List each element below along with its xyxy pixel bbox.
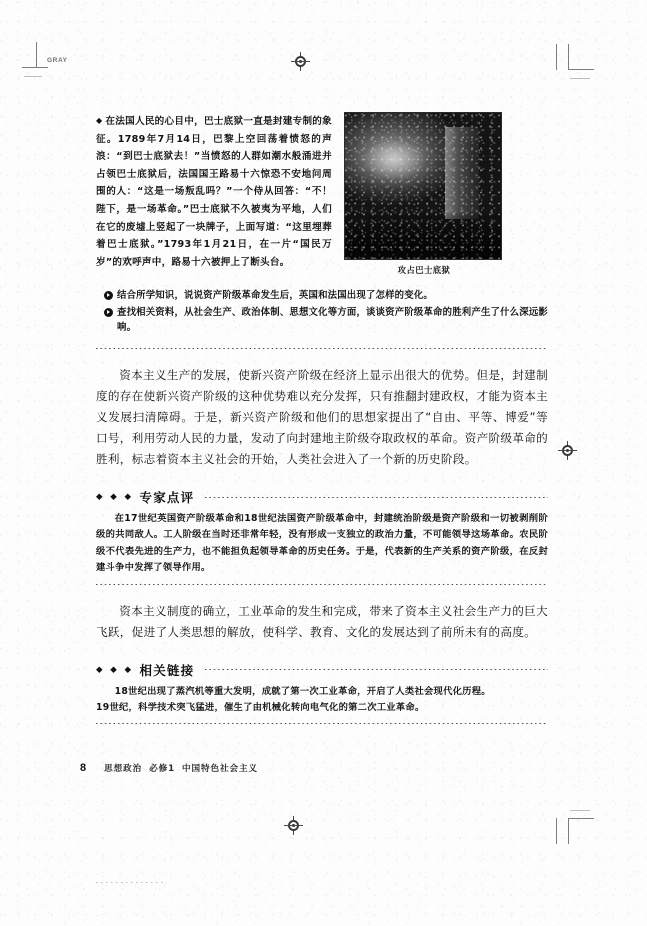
body-paragraph-1: 资本主义生产的发展，使新兴资产阶级在经济上显示出很大的优势。但是，封建制度的存在使新兴资产阶级的这种优势难以充分发挥，只有推翻封建政权，才能为资本主义发展扫清障碍。于是，新兴资产阶级和他们的思想家提出了“自由、平等、博爱”等口号，利用劳动人民的力量，发动了向封建地主阶级夺取政权的革命。资产阶级革命的胜利，标志着资本主义社会的开始，人类社会进入了一个新的历史阶段。 xyxy=(96,368,548,466)
feature-header-rule xyxy=(205,497,548,498)
feature-body xyxy=(96,511,548,577)
story-section xyxy=(96,112,548,276)
question-text: 查找相关资料，从社会生产、政治体制、思想文化等方面，谈谈资产阶级革命的胜利产生了什么深远影响。 xyxy=(117,307,548,333)
registration-mark-top xyxy=(291,52,310,71)
story-paragraph-text: 在法国人民的心目中，巴士底狱一直是封建专制的象征。1789年7月14日，巴黎上空回荡着愤怒的声浪：“到巴士底狱去！”当愤怒的人群如潮水般涌进并占领巴士底狱后，法国国王路易十六惊恐不安地问周围的人：“这是一场叛乱吗？”一个侍从回答：“不！陛下，是一场革命。”巴士底狱不久被夷为平地，人们在它的废墟上竖起了一块牌子，上面写道：“这里埋葬着巴士底狱。”1793年1月21日，在一片“国民万岁”的欢呼声中，路易十六被押上了断头台。 xyxy=(96,116,333,268)
feature-bottom-rule xyxy=(96,584,548,585)
triple-diamond-icon: ◆ ◆ ◆ xyxy=(96,664,134,675)
gray-plate-label: GRAY xyxy=(47,57,68,64)
story-paragraph xyxy=(96,112,332,271)
feature-paragraph: 在17世纪英国资产阶级革命和18世纪法国资产阶级革命中，封建统治阶级是资产阶级和一切被剥削阶级的共同敌人。工人阶级在当时还非常年轻，没有形成一支独立的政治力量，不可能领导这场革命。农民阶级不代表先进的生产力，也不能担负起领导革命的历史任务。于是，代表新的生产关系的资产阶级，在反封建斗争中发挥了领导作用。 xyxy=(96,513,548,574)
feature-header-rule xyxy=(205,669,548,670)
diamond-bullet-icon: ◆ xyxy=(96,116,103,125)
question-text: 结合所学知识，说说资产阶级革命发生后，英国和法国出现了怎样的变化。 xyxy=(117,290,433,301)
feature-bottom-rule xyxy=(96,723,548,724)
section-divider xyxy=(96,348,548,349)
footer-subject: 思想政治 xyxy=(104,764,143,774)
feature-paragraph: 19世纪，科学技术突飞猛进，催生了由机械化转向电气化的第二次工业革命。 xyxy=(96,702,425,714)
question-list xyxy=(96,288,548,335)
question-item xyxy=(104,305,548,335)
triple-diamond-icon: ◆ ◆ ◆ xyxy=(96,492,134,502)
footer-book-line xyxy=(104,762,265,774)
feature-title: 专家点评 xyxy=(139,490,195,505)
footer-book-title: 中国特色社会主义 xyxy=(181,764,258,774)
photo-figure xyxy=(344,112,504,276)
footer-volume: 必修1 xyxy=(149,764,175,774)
feature-header xyxy=(96,661,548,679)
content-column xyxy=(96,112,548,724)
bottom-tick-row xyxy=(96,882,166,883)
play-bullet-icon xyxy=(104,291,113,300)
body-paragraph-2: 资本主义制度的确立，工业革命的发生和完成，带来了资本主义社会生产力的巨大飞跃，促进了人类思想的解放，使科学、教育、文化的发展达到了前所未有的高度。 xyxy=(96,603,548,639)
feature-paragraph: 18世纪出现了蒸汽机等重大发明，成就了第一次工业革命，开启了人类社会现代化历程。 xyxy=(114,685,491,697)
feature-body xyxy=(96,684,548,717)
question-item xyxy=(104,288,548,303)
photo-noise-layer xyxy=(345,113,501,259)
feature-title: 相关链接 xyxy=(139,662,195,678)
storming-of-the-bastille-photo xyxy=(344,112,502,260)
feature-related-links xyxy=(96,661,548,725)
feature-header xyxy=(96,488,548,506)
photo-caption: 攻占巴士底狱 xyxy=(397,265,451,275)
registration-mark-bottom xyxy=(284,816,303,835)
registration-mark-right xyxy=(558,441,577,460)
page-footer xyxy=(80,762,265,774)
play-bullet-icon xyxy=(104,308,113,317)
page-number: 8 xyxy=(80,762,87,774)
feature-expert-commentary xyxy=(96,488,548,585)
